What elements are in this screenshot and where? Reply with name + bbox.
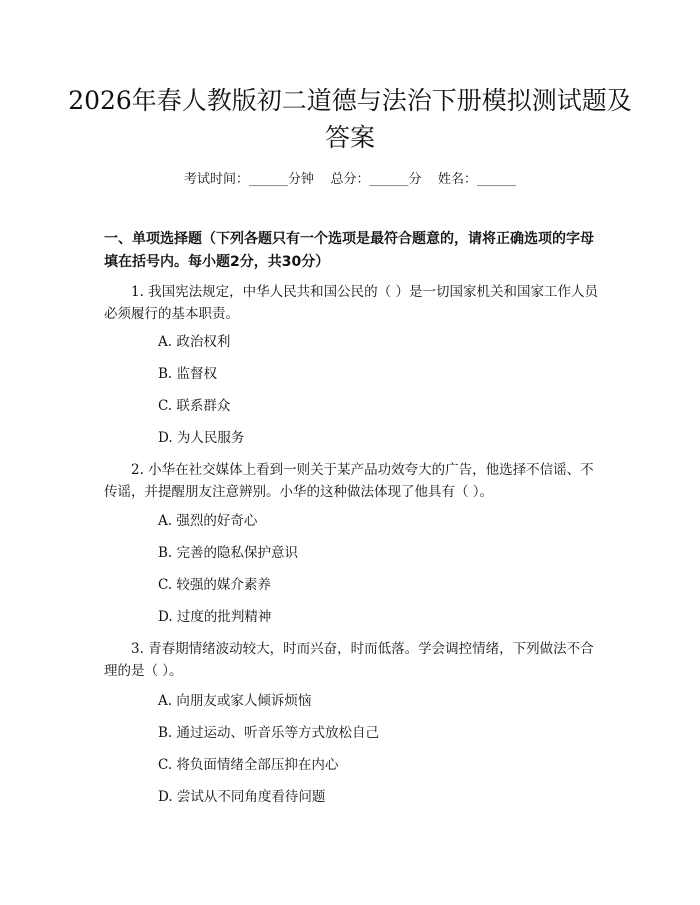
question-3-option-b: B. 通过运动、听音乐等方式放松自己 [158,725,380,741]
question-3-option-c: C. 将负面情绪全部压抑在内心 [158,757,339,773]
question-2-option-b: B. 完善的隐私保护意识 [158,545,299,561]
question-2-option-a: A. 强烈的好奇心 [158,513,258,529]
question-1-option-c: C. 联系群众 [158,398,231,414]
question-3-option-d: D. 尝试从不同角度看待问题 [158,789,326,805]
section-heading: 一、单项选择题（下列各题只有一个选项是最符合题意的，请将正确选项的字母填在括号内。每小题2分，共30分） [104,231,594,270]
exam-info-line: 考试时间：______分钟 总分：______分 姓名：______ [183,172,517,187]
question-1-option-b: B. 监督权 [158,366,218,382]
page-title: 2026年春人教版初二道德与法治下册模拟测试题及答案 [68,86,632,152]
question-2-option-c: C. 较强的媒介素养 [158,577,271,593]
question-2-option-d: D. 过度的批判精神 [158,609,272,625]
question-1-option-a: A. 政治权利 [158,334,231,350]
question-3-stem: 3. 青春期情绪波动较大，时而兴奋，时而低落。学会调控情绪，下列做法不合理的是（ ）。 [104,641,594,679]
question-1-stem: 1. 我国宪法规定，中华人民共和国公民的（ ）是一切国家机关和国家工作人员必须履行的基本职责。 [104,284,598,322]
question-3-option-a: A. 向朋友或家人倾诉烦恼 [158,693,312,709]
question-2-stem: 2. 小华在社交媒体上看到一则关于某产品功效夸大的广告，他选择不信谣、不传谣，并提醒朋友注意辨别。小华的这种做法体现了他具有（ ）。 [104,462,594,500]
question-1-option-d: D. 为人民服务 [158,430,245,446]
